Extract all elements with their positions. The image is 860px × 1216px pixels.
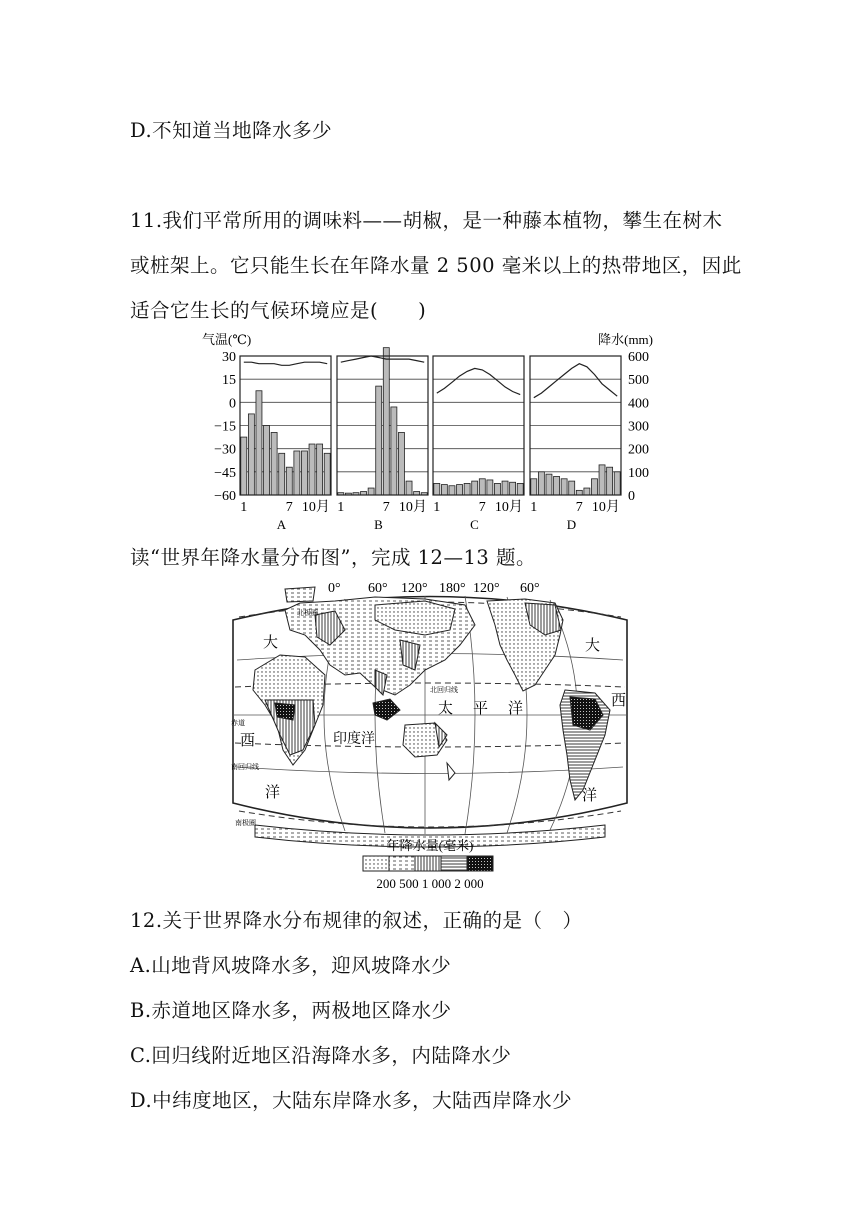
legend-swatch [467,856,493,871]
precip-bar [464,483,470,495]
precip-bar [510,482,516,495]
pacific-char: 洋 [508,701,524,717]
legend-swatch [363,856,389,871]
tropic-cancer-label: 北回归线 [430,686,458,694]
precip-bar [279,453,285,495]
atlantic-right-char: 西 [611,693,627,709]
temp-tick-label: −60 [214,489,236,504]
equator-label: 赤道 [231,719,245,727]
q12-option-d: D.中纬度地区，大陆东岸降水多，大陆西岸降水少 [130,1089,573,1112]
temperature-line [437,368,520,394]
panel-name-label: D [566,517,577,532]
x-tick-label: 10月 [494,500,523,515]
map-svg [225,575,635,893]
longitude-labels [328,581,540,596]
climate-chart-svg [200,328,660,533]
precip-tick-label: 200 [628,442,649,458]
tropic-capricorn-label: 南回归线 [231,763,259,771]
x-tick-label: 10月 [398,500,427,515]
precip-bar [406,481,412,495]
x-tick-label: 1 [530,500,538,515]
atlantic-right-char: 洋 [582,788,598,804]
precip-bar [607,467,613,495]
precip-bar [248,414,254,495]
precip-bar [538,472,544,495]
q12-stem: 12.关于世界降水分布规律的叙述，正确的是（ ） [130,909,583,932]
x-tick-label: 10月 [591,500,620,515]
x-tick-label: 1 [337,500,345,515]
precip-bar [561,479,567,495]
precip-bar [241,437,247,495]
q12-option-b: B.赤道地区降水多，两极地区降水少 [130,999,452,1022]
temperature-line [341,356,424,362]
x-tick-label: 1 [433,500,441,515]
precip-bar [441,485,447,495]
temp-tick-label: 30 [222,350,236,365]
precip-bar [286,467,292,495]
precip-bar [301,451,307,495]
precip-bar [591,479,597,495]
precip-bar [554,476,560,495]
atlantic-left-char: 西 [240,733,256,749]
lon-label: 60° [520,581,540,596]
climate-charts [200,328,660,533]
precip-bar [599,465,605,495]
lon-label: 60° [368,581,388,596]
temp-tick-label: −15 [214,419,236,435]
lon-label: 120° [401,581,428,596]
precip-bar [546,474,552,495]
legend-swatch [415,856,441,871]
x-tick-label: 7 [285,500,293,515]
temperature-line [534,364,617,398]
precip-bar [531,479,537,495]
x-tick-label: 7 [575,500,583,515]
precip-bar [256,391,262,495]
panel-name-label: C [470,517,479,532]
q12-option-c: C.回归线附近地区沿海降水多，内陆降水少 [130,1044,512,1067]
precip-bar [324,453,330,495]
precip-bar [584,488,590,495]
precip-bar [502,481,508,495]
precip-tick-label: 100 [628,465,649,481]
precip-bar [614,472,620,495]
precip-bar [391,407,397,495]
temperature-line [244,362,327,365]
pacific-char: 太 [438,701,454,717]
legend-swatches [363,856,493,871]
temp-tick-label: −30 [214,442,236,458]
precip-bar [376,386,382,495]
legend-swatch [389,856,415,871]
precip-bar [317,444,323,495]
precip-bar [457,485,463,495]
x-tick-label: 1 [240,500,248,515]
greenland [285,587,315,602]
left-axis-label: 气温(℃) [202,332,252,347]
precip-tick-label: 400 [628,396,649,412]
precip-bar [309,444,315,495]
precip-bar [264,426,270,496]
precip-bar [487,480,493,495]
lon-label: 120° [473,581,500,596]
q12-option-a: A.山地背风坡降水多，迎风坡降水少 [130,954,452,977]
atlantic-right-char: 大 [585,638,601,654]
world-precipitation-map [225,575,635,893]
temp-tick-label: −45 [214,465,236,481]
precip-bar [449,486,455,495]
legend-swatch [441,856,467,871]
precip-bar [472,481,478,495]
temp-tick-label: 0 [229,396,236,412]
precip-bar [398,432,404,495]
arctic-circle-label: 北极圈 [297,609,318,617]
precip-tick-label: 0 [628,489,635,504]
instruction-text: 读“世界年降水量分布图”，完成 12—13 题。 [130,546,536,569]
precip-bar [494,483,500,495]
lon-label: 0° [328,581,341,596]
q11-text-line3: 适合它生长的气候环境应是( ) [130,299,427,322]
q11-text-line1: 11.我们平常所用的调味料——胡椒，是一种藤本植物，攀生在树木 [130,209,723,232]
precip-bar [569,481,575,495]
right-axis-label: 降水(mm) [598,332,653,347]
precip-bar [517,483,523,495]
precip-bar [294,451,300,495]
lon-label: 180° [439,581,466,596]
panel-name-label: B [374,517,383,532]
precip-bar [434,483,440,495]
indian-ocean-label: 印度洋 [333,732,375,747]
q11-text-line2: 或桩架上。它只能生长在年降水量 2 500 毫米以上的热带地区，因此 [130,254,742,277]
precip-bar [479,479,485,495]
precip-bar [383,348,389,495]
precip-bar [368,488,374,495]
precip-bar [271,432,277,495]
legend-values: 200 500 1 000 2 000 [376,876,484,891]
precip-tick-label: 600 [628,350,649,365]
x-tick-label: 7 [382,500,390,515]
precip-tick-label: 300 [628,419,649,435]
africa-wet [275,703,295,720]
precip-bar [576,490,582,495]
x-tick-label: 10月 [301,500,330,515]
x-tick-label: 7 [478,500,486,515]
antarctic-circle-label: 南极圈 [235,819,256,827]
panel-name-label: A [276,517,287,532]
atlantic-left-char: 洋 [265,785,281,801]
pacific-char: 平 [473,701,489,717]
legend-title: 年降水量(毫米) [386,838,474,853]
temp-tick-label: 15 [222,373,236,389]
precip-tick-label: 500 [628,373,649,389]
atlantic-left-char: 大 [263,635,279,651]
q10-option-d: D.不知道当地降水多少 [130,119,333,142]
